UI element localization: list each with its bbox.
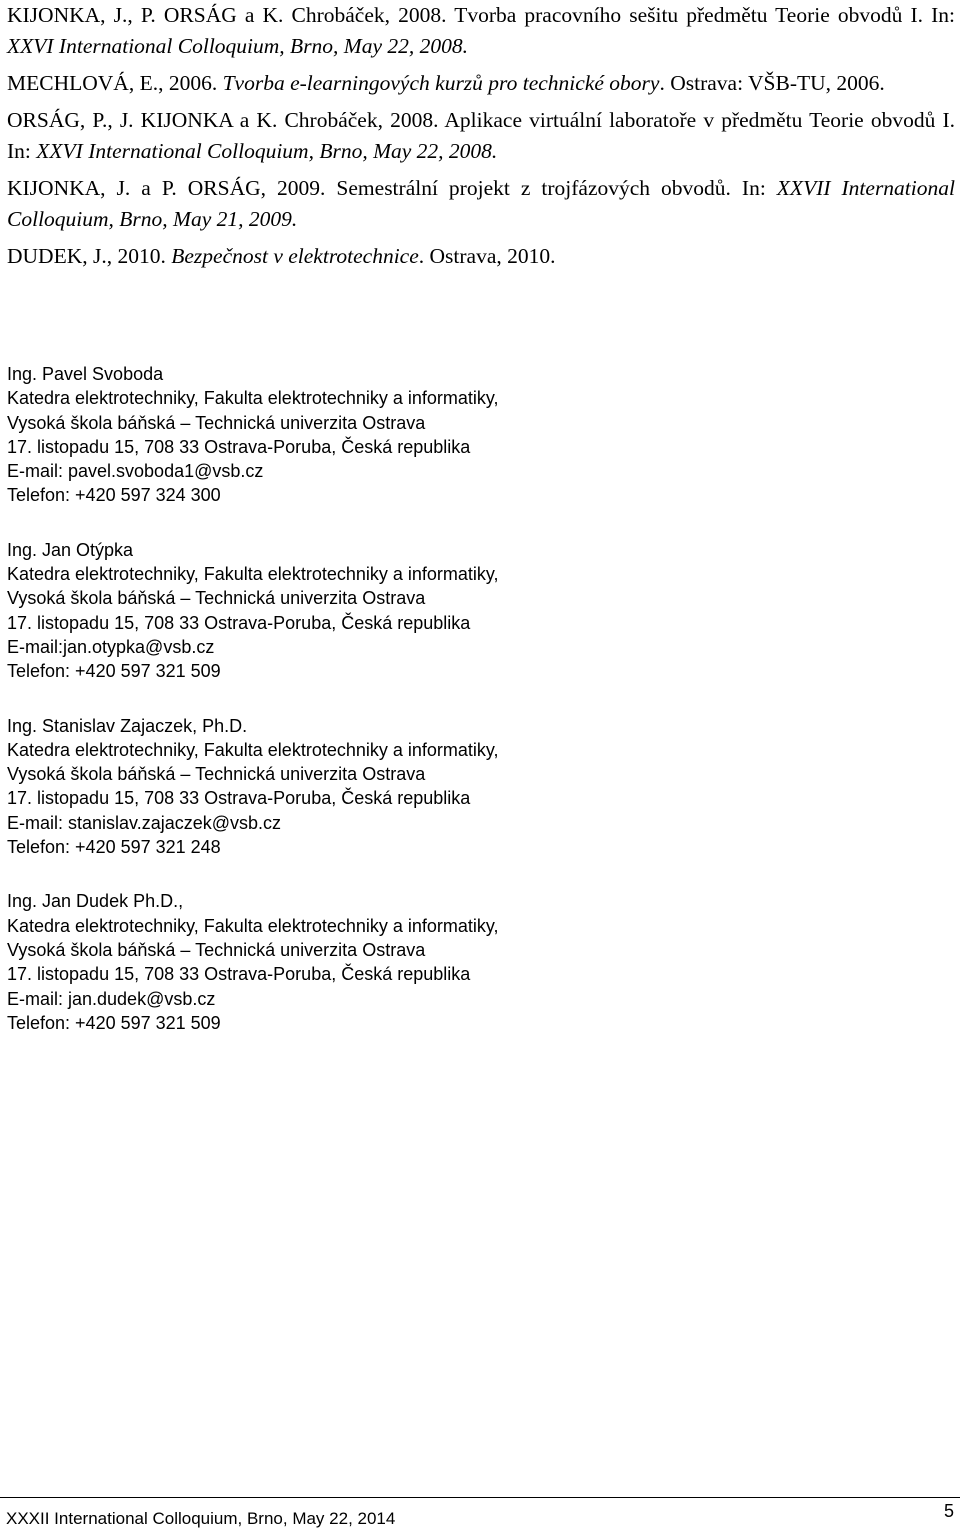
reference-source: XXVII International Colloquium, Brno, May 21, 2009. — [7, 176, 955, 231]
contact-department: Katedra elektrotechniky, Fakulta elektrotechniky a informatiky, — [7, 739, 499, 760]
reference-item — [7, 0, 955, 62]
reference-authors: MECHLOVÁ, E., 2006. — [7, 71, 223, 95]
contact-address: 17. listopadu 15, 708 33 Ostrava-Poruba, Česká republika — [7, 964, 471, 985]
contact-name: Ing. Stanislav Zajaczek, Ph.D. — [7, 715, 248, 736]
contact-email: E-mail: pavel.svoboda1@vsb.cz — [7, 461, 264, 482]
contact-school: Vysoká škola báňská – Technická univerzita Ostrava — [7, 939, 426, 960]
reference-in: In: — [923, 3, 955, 27]
contact-block — [7, 889, 947, 1035]
reference-title: Tvorba e-learningových kurzů pro technické obory — [222, 71, 660, 95]
reference-title: Tvorba pracovního sešitu předmětu Teorie obvodů I. — [454, 3, 924, 27]
contact-block — [7, 538, 947, 684]
contact-address: 17. listopadu 15, 708 33 Ostrava-Poruba, Česká republika — [7, 612, 471, 633]
contact-email: E-mail: stanislav.zajaczek@vsb.cz — [7, 812, 282, 833]
contact-name: Ing. Jan Otýpka — [7, 539, 134, 560]
reference-item — [7, 68, 955, 99]
reference-item — [7, 241, 955, 272]
reference-source: XXVI International Colloquium, Brno, May 22, 2008. — [7, 34, 469, 58]
contact-address: 17. listopadu 15, 708 33 Ostrava-Poruba, Česká republika — [7, 788, 471, 809]
contact-name: Ing. Pavel Svoboda — [7, 364, 164, 384]
contact-address: 17. listopadu 15, 708 33 Ostrava-Poruba, Česká republika — [7, 436, 471, 457]
contact-department: Katedra elektrotechniky, Fakulta elektrotechniky a informatiky, — [7, 915, 499, 936]
reference-authors: ORSÁG, P., J. KIJONKA a K. Chrobáček, 2008. — [7, 108, 445, 132]
contact-phone: Telefon: +420 597 321 248 — [7, 837, 221, 858]
contact-school: Vysoká škola báňská – Technická univerzita Ostrava — [7, 412, 426, 433]
reference-publisher: . Ostrava, 2010. — [418, 244, 556, 268]
contact-name: Ing. Jan Dudek Ph.D., — [7, 891, 184, 912]
reference-authors: DUDEK, J., 2010. — [7, 244, 172, 268]
contact-email: E-mail: jan.dudek@vsb.cz — [7, 988, 216, 1009]
reference-authors: KIJONKA, J., P. ORSÁG a K. Chrobáček, 2008. — [7, 3, 455, 27]
reference-item — [7, 105, 955, 167]
contact-phone: Telefon: +420 597 324 300 — [7, 485, 221, 506]
footer-conference: XXXII International Colloquium, Brno, May 22, 2014 — [6, 1509, 396, 1528]
reference-publisher: . Ostrava: VŠB-TU, 2006. — [659, 71, 885, 95]
author-contacts — [7, 362, 947, 1065]
contact-block — [7, 362, 947, 508]
contact-school: Vysoká škola báňská – Technická univerzita Ostrava — [7, 764, 426, 785]
contact-department: Katedra elektrotechniky, Fakulta elektrotechniky a informatiky, — [7, 564, 499, 585]
contact-email: E-mail:jan.otypka@vsb.cz — [7, 636, 215, 657]
contact-school: Vysoká škola báňská – Technická univerzita Ostrava — [7, 588, 426, 609]
contact-phone: Telefon: +420 597 321 509 — [7, 661, 221, 682]
reference-title: Aplikace virtuální laboratoře v předmětu Teorie obvodů I. — [444, 108, 956, 132]
reference-item — [7, 173, 955, 235]
reference-title: Bezpečnost v elektrotechnice — [171, 244, 419, 268]
page-number: 5 — [943, 1501, 954, 1521]
contact-block — [7, 714, 947, 860]
reference-authors: KIJONKA, J. a P. ORSÁG, 2009. — [7, 176, 337, 200]
reference-source: XXVI International Colloquium, Brno, May 22, 2008. — [36, 139, 498, 163]
contact-department: Katedra elektrotechniky, Fakulta elektrotechniky a informatiky, — [7, 388, 499, 409]
contact-phone: Telefon: +420 597 321 509 — [7, 1012, 221, 1033]
reference-title: Semestrální projekt z trojfázových obvodů. — [336, 176, 731, 200]
reference-in: In: — [7, 139, 37, 163]
page-footer — [0, 1497, 960, 1528]
reference-in: In: — [730, 176, 777, 200]
reference-list — [7, 0, 955, 278]
